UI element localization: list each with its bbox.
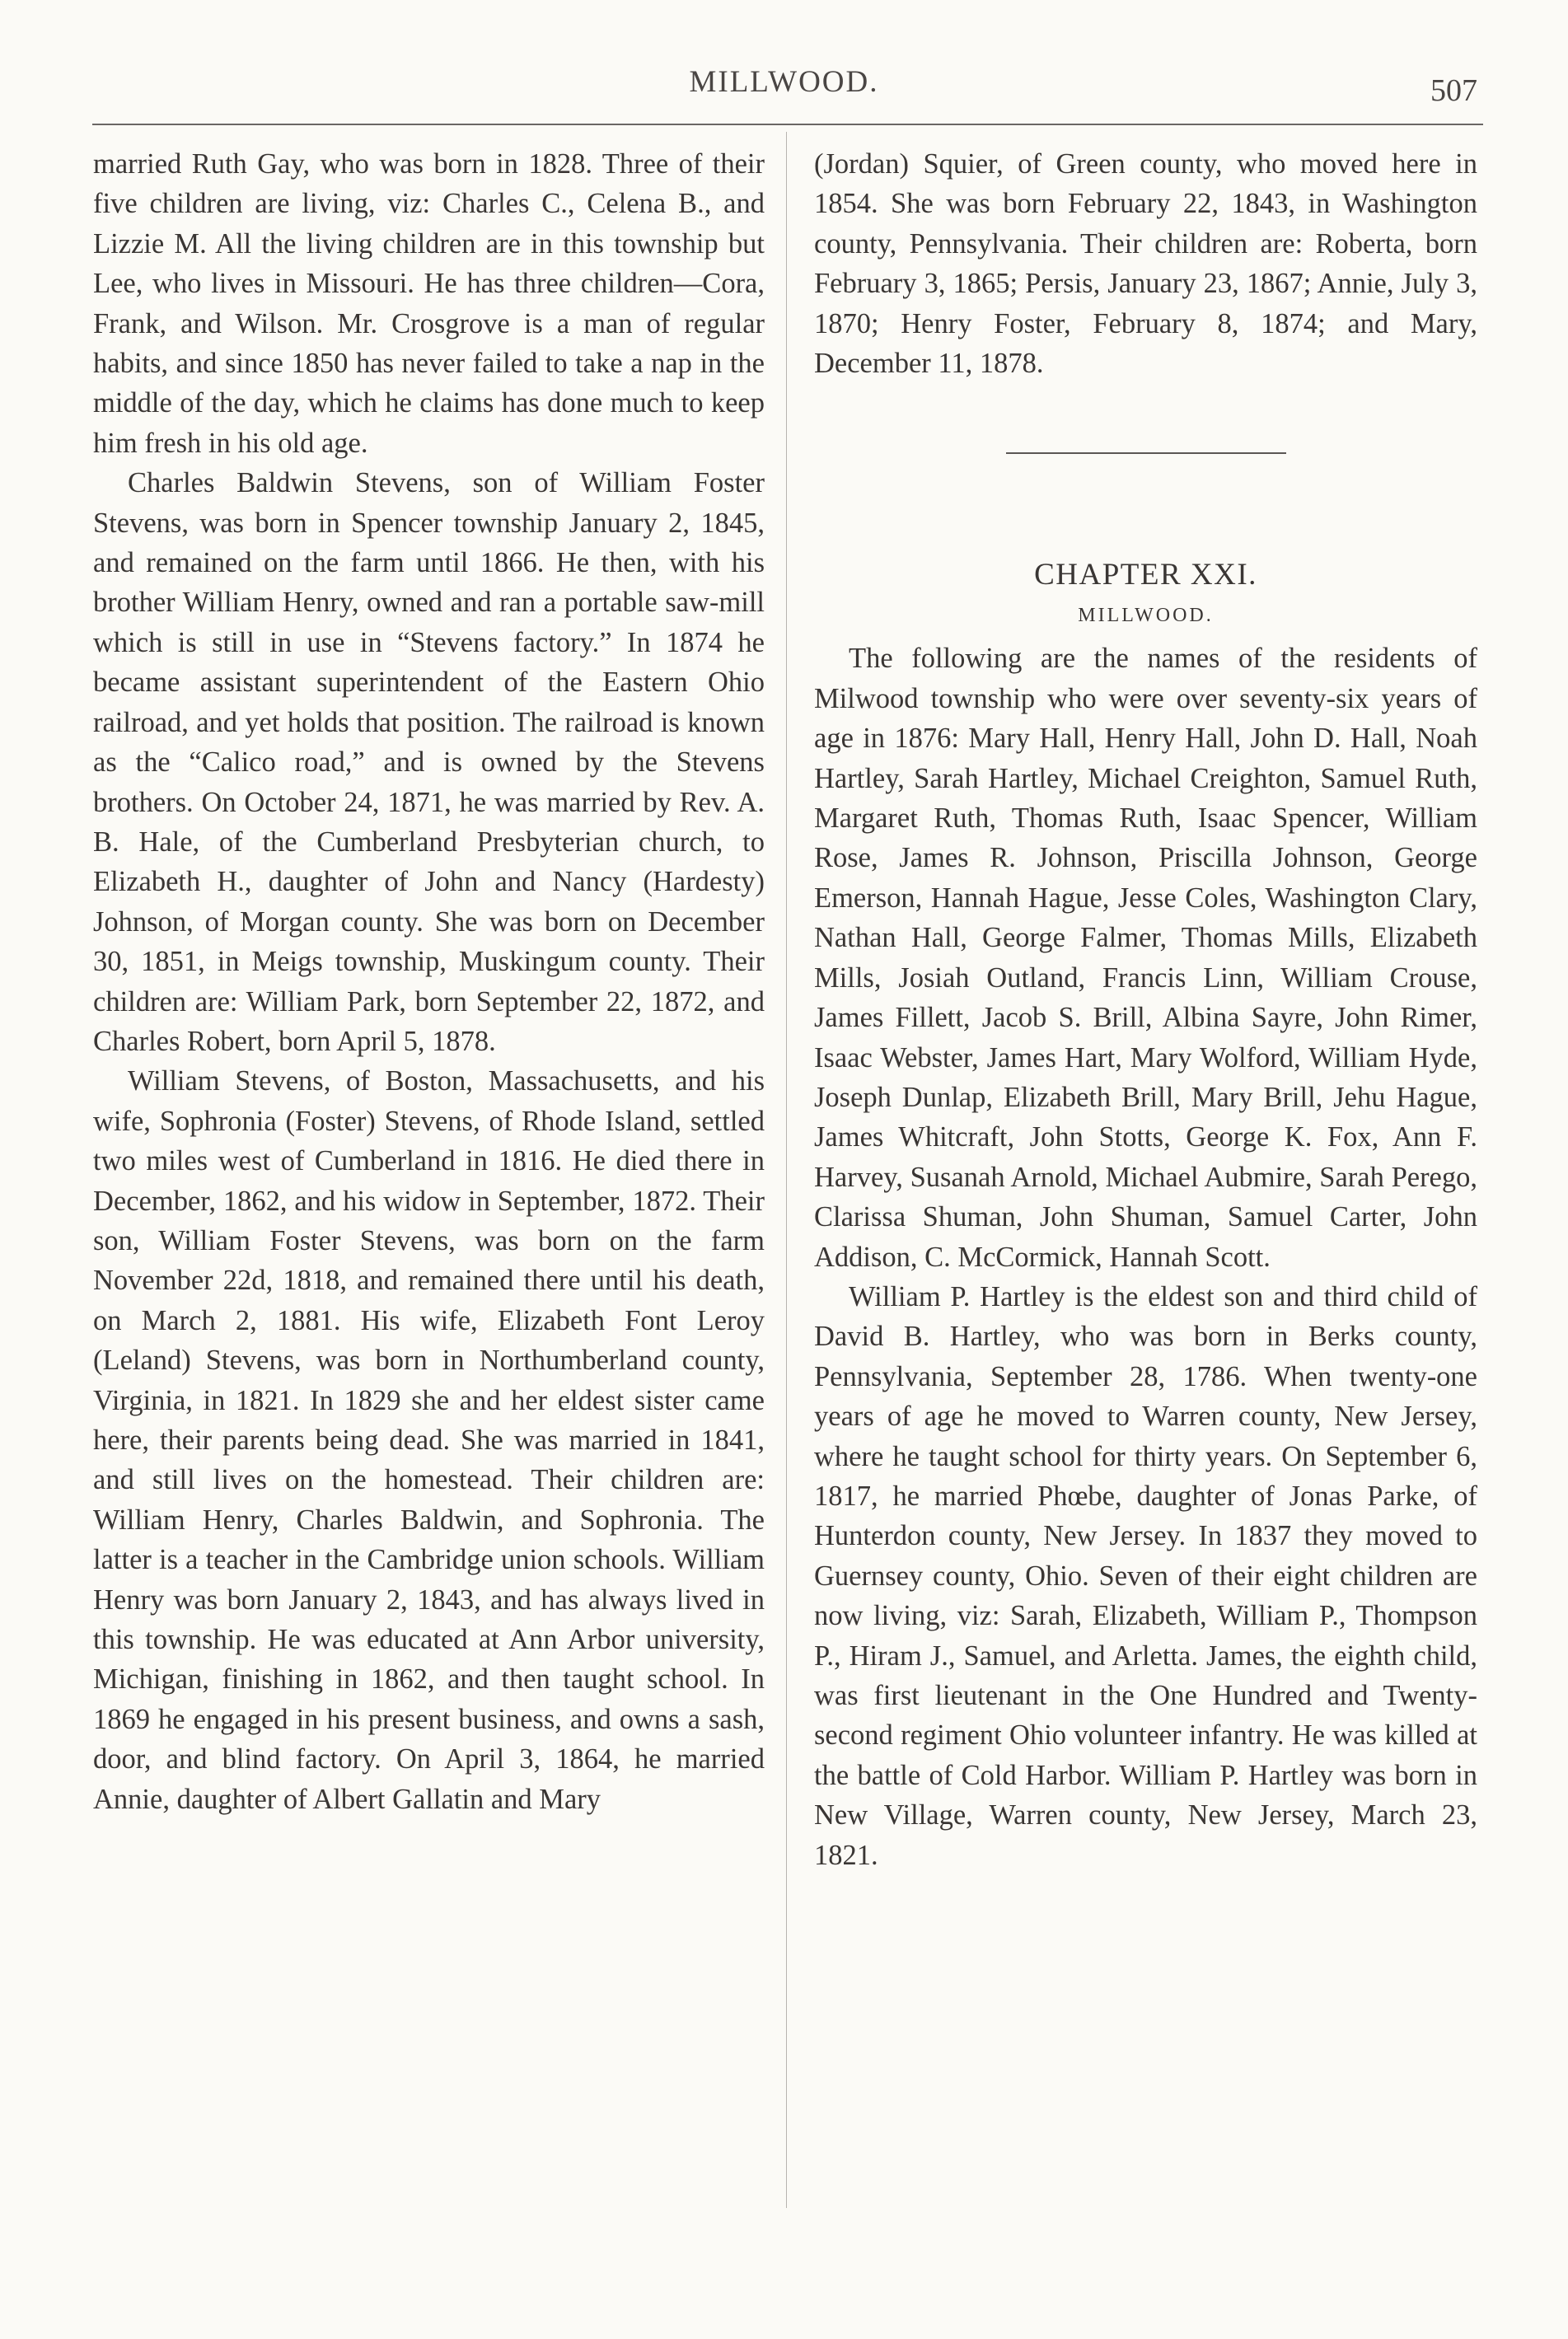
running-head: MILLWOOD. (689, 65, 879, 99)
column-divider (786, 132, 787, 2208)
section-rule (1006, 452, 1286, 454)
paragraph-residents-list: The following are the names of the residents of Milwood township who were over seventy-six years of age in 1876: Mary Hall, Henry Hall, John D. Hall, Noah Hartley, Sarah Hartley, Michael Creighton, Samuel Ruth, Margaret Ruth, Thomas Ruth, Isaac Spencer, William Rose, James R. Johnson, Priscilla Johnson, George Emerson, Hannah Hague, Jesse Coles, Washington Clary, Nathan Hall, George Falmer, Thomas Mills, Elizabeth Mills, Josiah Outland, Francis Linn, William Crouse, James Fillett, Jacob S. Brill, Albina Sayre, John Rimer, Isaac Webster, James Hart, Mary Wolford, William Hyde, Joseph Dunlap, Elizabeth Brill, Mary Brill, Jehu Hague, James Whitcraft, John Stotts, George K. Fox, Ann F. Harvey, Susanah Arnold, Michael Aubmire, Sarah Perego, Clarissa Shuman, John Shuman, Samuel Carter, John Addison, C. McCormick, Hannah Scott. (814, 643, 1477, 1273)
chapter-subtitle: MILLWOOD. (1078, 605, 1214, 627)
paragraph-william-p-hartley: William P. Hartley is the eldest son and third child of David B. Hartley, who was born in Berks county, Pennsylvania, September 28, 1786. When twenty-one years of age he moved to Warren county, New Jersey, where he taught school for thirty years. On September 6, 1817, he married Phœbe, daughter of Jonas Parke, of Hunterdon county, New Jersey. In 1837 they moved to Guernsey county, Ohio. Seven of their eight children are now living, viz: Sarah, Elizabeth, William P., Thompson P., Hiram J., Samuel, and Arletta. James, the eighth child, was first lieutenant in the One Hundred and Twenty-second regiment Ohio volunteer infantry. He was killed at the battle of Cold Harbor. William P. Hartley was born in New Village, Warren county, New Jersey, March 23, 1821. (814, 1280, 1477, 1871)
paragraph-charles-baldwin-stevens: Charles Baldwin Stevens, son of William Foster Stevens, was born in Spencer township January 2, 1845, and remained on the farm until 1866. He then, with his brother William Henry, owned and ran a portable saw-mill which is still in use in “Stevens factory.” In 1874 he became assistant superintendent of the Eastern Ohio railroad, and yet holds that position. The railroad is known as the “Calico road,” and is owned by the Stevens brothers. On October 24, 1871, he was married by Rev. A. B. Hale, of the Cumberland Presbyterian church, to Elizabeth H., daughter of John and Nancy (Hardesty) Johnson, of Morgan county. She was born on December 30, 1851, in Meigs township, Muskingum county. Their children are: William Park, born September 22, 1872, and Charles Robert, born April 5, 1878. (93, 467, 765, 1057)
page-number: 507 (1430, 73, 1477, 108)
paragraph-crosgrove-continuation: married Ruth Gay, who was born in 1828. Three of their five children are living, viz: Charles C., Celena B., and Lizzie M. All the living children are in this township but Lee, who lives in Missouri. He has three children—Cora, Frank, and Wilson. Mr. Crosgrove is a man of regular habits, and since 1850 has never failed to take a nap in the middle of the day, which he claims has done much to keep him fresh in his old age. (93, 148, 765, 459)
right-column (814, 144, 1477, 1875)
left-column (93, 144, 765, 1819)
header-rule (92, 124, 1483, 125)
chapter-title: CHAPTER XXI. (1034, 558, 1257, 592)
paragraph-squier-continuation: (Jordan) Squier, of Green county, who moved here in 1854. She was born February 22, 1843, in Washington county, Pennsylvania. Their children are: Roberta, born February 3, 1865; Persis, January 23, 1867; Annie, July 3, 1870; Henry Foster, February 8, 1874; and Mary, December 11, 1878. (814, 148, 1477, 380)
paragraph-william-stevens: William Stevens, of Boston, Massachusetts, and his wife, Sophronia (Foster) Stevens, of Rhode Island, settled two miles west of Cumberland in 1816. He died there in December, 1862, and his widow in September, 1872. Their son, William Foster Stevens, was born on the farm November 22d, 1818, and remained there until his death, on March 2, 1881. His wife, Elizabeth Font Leroy (Leland) Stevens, was born in Northumberland county, Virginia, in 1821. In 1829 she and her eldest sister came here, their parents being dead. She was married in 1841, and still lives on the homestead. Their children are: William Henry, Charles Baldwin, and Sophronia. The latter is a teacher in the Cambridge union schools. William Henry was born January 2, 1843, and has always lived in this township. He was educated at Ann Arbor university, Michigan, finishing in 1862, and then taught school. In 1869 he engaged in his present business, and owns a sash, door, and blind factory. On April 3, 1864, he married Annie, daughter of Albert Gallatin and Mary (93, 1065, 765, 1815)
